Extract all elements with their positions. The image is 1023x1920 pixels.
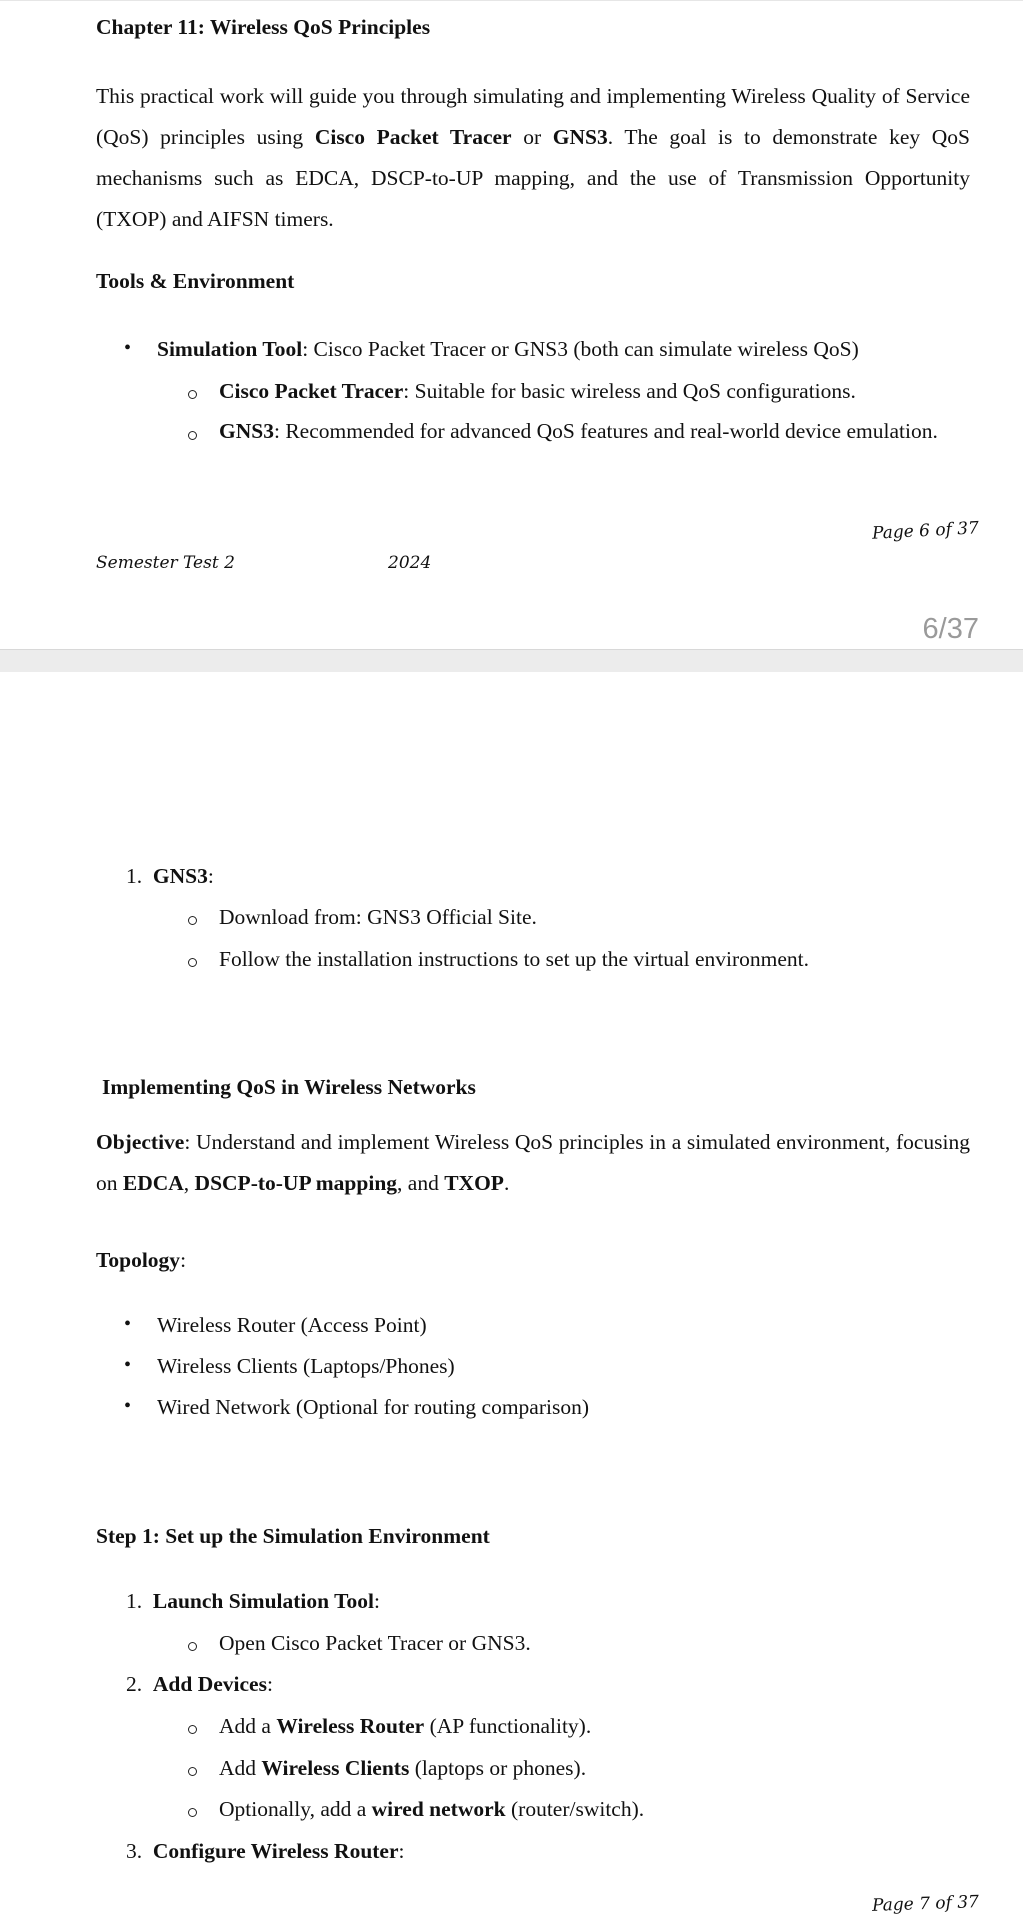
- step1-item-launch: [126, 1587, 380, 1615]
- bullet-icon: •: [124, 1354, 132, 1376]
- add-devices-label: Add Devices: [152, 1672, 267, 1696]
- intro-bold-packet-tracer: Cisco Packet Tracer: [314, 125, 512, 149]
- launch-label: Launch Simulation Tool: [152, 1589, 374, 1613]
- packet-tracer-text: : Suitable for basic wireless and QoS configurations.: [403, 379, 856, 403]
- list-number: 1.: [126, 864, 143, 888]
- list-number: 2.: [126, 1672, 143, 1696]
- step1-item-configure: [126, 1837, 405, 1865]
- colon: :: [373, 1589, 380, 1613]
- bullet-icon: •: [124, 1313, 132, 1335]
- objective-bold-dscp: DSCP-to-UP mapping: [194, 1171, 398, 1195]
- item-text: (AP functionality).: [424, 1714, 592, 1738]
- step1-item-add-devices: [126, 1670, 273, 1698]
- item-text: (laptops or phones).: [409, 1756, 587, 1780]
- document-page-7: [0, 672, 1023, 1920]
- intro-text: or: [511, 125, 553, 149]
- circle-bullet-icon: [188, 958, 197, 967]
- colon: :: [180, 1248, 187, 1272]
- item-bold: Wireless Clients: [261, 1756, 410, 1780]
- chapter-title: Chapter 11: Wireless QoS Principles: [96, 15, 431, 39]
- bullet-icon: •: [124, 337, 132, 359]
- item-text: Optionally, add a: [219, 1797, 372, 1821]
- gns3-label: GNS3: [152, 864, 208, 888]
- footer-year: 2024: [388, 553, 432, 573]
- circle-bullet-icon: [188, 1767, 197, 1776]
- configure-label: Configure Wireless Router: [152, 1839, 399, 1863]
- topology-label: Topology: [96, 1248, 181, 1272]
- intro-text: . The goal is to demonstrate key QoS mechanisms such as EDCA, DSCP-to-UP mapping, and the use of Transmission Opportunity (TXOP) and AIFSN timers.: [96, 125, 970, 231]
- gns3-label: GNS3: [219, 419, 274, 443]
- launch-subitem: Open Cisco Packet Tracer or GNS3.: [219, 1631, 531, 1655]
- implementing-heading: Implementing QoS in Wireless Networks: [102, 1075, 476, 1099]
- objective-text: , and: [397, 1171, 445, 1195]
- gns3-download-item: Download from: GNS3 Official Site.: [219, 905, 537, 929]
- objective-paragraph: [96, 1122, 970, 1204]
- item-bold: wired network: [371, 1797, 506, 1821]
- topology-item: Wired Network (Optional for routing comparison): [157, 1395, 590, 1419]
- circle-bullet-icon: [188, 1808, 197, 1817]
- item-text: Add a: [219, 1714, 277, 1738]
- document-page-6: [0, 0, 1023, 650]
- page-counter: 6/37: [922, 613, 979, 645]
- objective-text: : Understand and implement Wireless QoS principles in a simulated environment, focusing on: [96, 1130, 970, 1195]
- objective-text: ,: [183, 1171, 195, 1195]
- circle-bullet-icon: [188, 390, 197, 399]
- objective-text: .: [503, 1171, 510, 1195]
- list-number: 3.: [126, 1839, 143, 1863]
- sim-tool-text: : Cisco Packet Tracer or GNS3 (both can simulate wireless QoS): [302, 337, 859, 361]
- step1-heading: Step 1: Set up the Simulation Environment: [96, 1524, 490, 1548]
- sim-tool-label: Simulation Tool: [157, 337, 303, 361]
- circle-bullet-icon: [188, 916, 197, 925]
- footer-semester: Semester Test 2: [96, 553, 235, 573]
- objective-bold-edca: EDCA: [122, 1171, 184, 1195]
- circle-bullet-icon: [188, 1642, 197, 1651]
- intro-paragraph: [96, 76, 970, 240]
- item-text: Add: [219, 1756, 262, 1780]
- item-text: (router/switch).: [505, 1797, 645, 1821]
- objective-bold-txop: TXOP: [444, 1171, 504, 1195]
- circle-bullet-icon: [188, 1725, 197, 1734]
- gns3-text: : Recommended for advanced QoS features and real-world device emulation.: [273, 419, 938, 443]
- item-bold: Wireless Router: [276, 1714, 425, 1738]
- bullet-icon: •: [124, 1395, 132, 1417]
- footer-page-number: Page 6 of 37: [871, 518, 980, 544]
- topology-item: Wireless Clients (Laptops/Phones): [157, 1354, 455, 1378]
- gns3-list-item: [126, 862, 214, 890]
- topology-item: Wireless Router (Access Point): [157, 1313, 427, 1337]
- intro-text: This practical work will guide you through simulating and implementing Wireless Quality of Service (QoS) principles using: [96, 84, 970, 149]
- packet-tracer-item: [219, 377, 856, 405]
- tools-heading: Tools & Environment: [96, 269, 295, 293]
- colon: :: [398, 1839, 405, 1863]
- circle-bullet-icon: [188, 431, 197, 440]
- objective-label: Objective: [96, 1130, 185, 1154]
- colon: :: [207, 864, 214, 888]
- gns3-item: [219, 411, 970, 452]
- add-router-item: [219, 1712, 591, 1740]
- packet-tracer-label: Cisco Packet Tracer: [219, 379, 404, 403]
- add-wired-item: [219, 1795, 644, 1823]
- colon: :: [266, 1672, 273, 1696]
- gns3-install-item: Follow the installation instructions to set up the virtual environment.: [219, 947, 809, 971]
- sim-tool-item: [157, 335, 859, 363]
- list-number: 1.: [126, 1589, 143, 1613]
- footer-page-number: Page 7 of 37: [871, 1892, 980, 1916]
- add-clients-item: [219, 1754, 586, 1782]
- intro-bold-gns3: GNS3: [552, 125, 608, 149]
- topology-heading: [96, 1246, 186, 1274]
